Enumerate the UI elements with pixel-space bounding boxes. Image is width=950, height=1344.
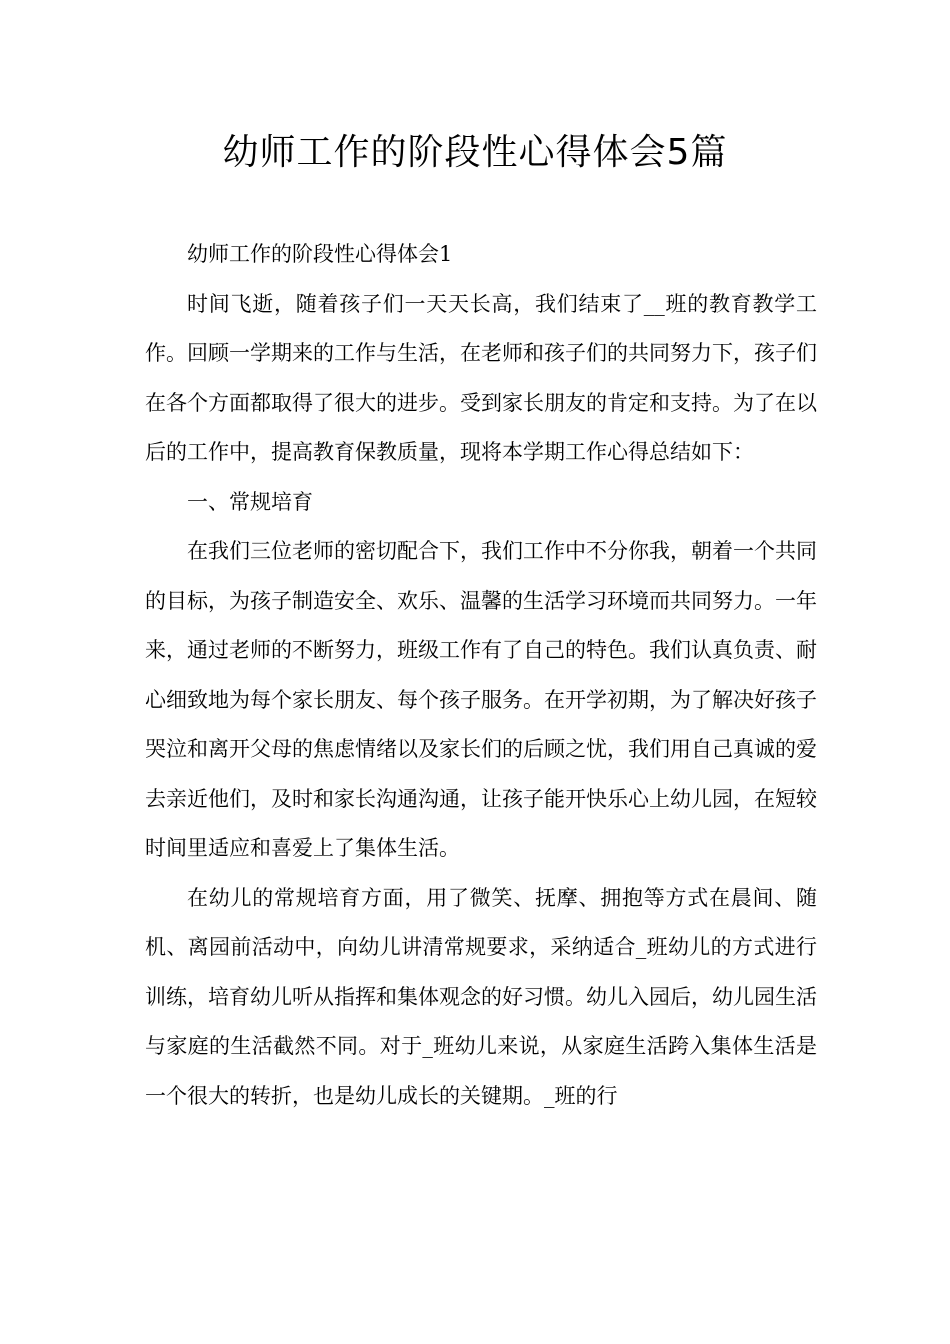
document-body <box>145 230 817 1121</box>
document-title: 幼师工作的阶段性心得体会5篇 <box>222 132 728 173</box>
section-heading: 一、常规培育 <box>187 489 313 514</box>
paragraph: 时间飞逝，随着孩子们一天天长高，我们结束了__班的教育教学工作。回顾一学期来的工作与生活，在老师和孩子们的共同努力下，孩子们在各个方面都取得了很大的进步。受到家长朋友的肯定和支持。为了在以后的工作中，提高教育保教质量，现将本学期工作心得总结如下： <box>145 291 817 464</box>
paragraph: 在我们三位老师的密切配合下，我们工作中不分你我，朝着一个共同的目标，为孩子制造安全、欢乐、温馨的生活学习环境而共同努力。一年来，通过老师的不断努力，班级工作有了自己的特色。我们认真负责、耐心细致地为每个家长朋友、每个孩子服务。在开学初期，为了解决好孩子哭泣和离开父母的焦虑情绪以及家长们的后顾之忧，我们用自己真诚的爱去亲近他们，及时和家长沟通沟通，让孩子能开快乐心上幼儿园，在短较时间里适应和喜爱上了集体生活。 <box>145 539 817 860</box>
paragraph: 在幼儿的常规培育方面，用了微笑、抚摩、拥抱等方式在晨间、随机、离园前活动中，向幼儿讲清常规要求，采纳适合_班幼儿的方式进行训练，培育幼儿听从指挥和集体观念的好习惯。幼儿入园后，幼儿园生活与家庭的生活截然不同。对于_班幼儿来说，从家庭生活跨入集体生活是一个很大的转折，也是幼儿成长的关键期。_班的行 <box>145 885 817 1108</box>
section-heading: 幼师工作的阶段性心得体会1 <box>187 242 453 266</box>
